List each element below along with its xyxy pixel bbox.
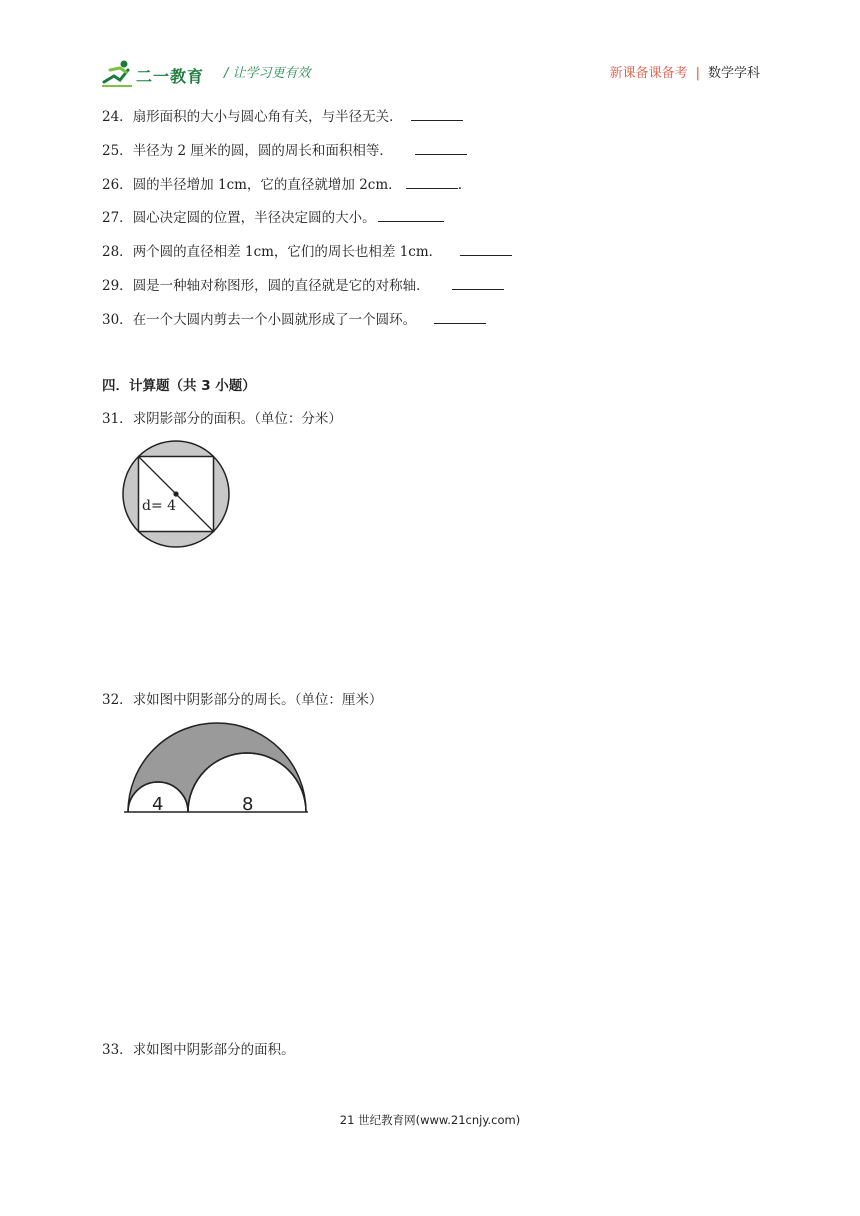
question-31 xyxy=(102,410,342,428)
question-number: 31． xyxy=(102,411,133,427)
section-title: 四．计算题（共 3 小题） xyxy=(102,378,256,394)
question-29 xyxy=(102,275,504,295)
question-text: 圆是一种轴对称图形，圆的直径就是它的对称轴． xyxy=(132,278,430,294)
answer-blank[interactable] xyxy=(452,275,504,290)
site-logo xyxy=(100,56,212,90)
question-33 xyxy=(102,1041,295,1059)
question-32 xyxy=(102,691,382,709)
question-text: 求如图中阴影部分的面积。 xyxy=(132,1042,295,1058)
question-24 xyxy=(102,106,463,126)
logo-text: 二一教育 xyxy=(136,67,205,86)
header-separator: | xyxy=(695,66,700,81)
question-30 xyxy=(102,309,486,329)
header-subject: 数学学科 xyxy=(707,66,760,81)
question-26 xyxy=(102,174,462,194)
question-number: 24． xyxy=(102,109,133,125)
answer-blank[interactable] xyxy=(415,140,467,155)
question-text: 半径为 2 厘米的圆，圆的周长和面积相等． xyxy=(132,143,393,159)
question-number: 33． xyxy=(102,1042,133,1058)
question-number: 27． xyxy=(102,210,133,226)
runner-logo-icon xyxy=(100,56,136,90)
small-diameter-label: 4 xyxy=(152,794,164,815)
question-text: 两个圆的直径相差 1cm，它们的周长也相差 1cm． xyxy=(132,244,443,260)
figure-circle-square xyxy=(120,438,232,554)
answer-blank[interactable] xyxy=(460,241,512,256)
page-header xyxy=(100,56,760,90)
figure-semicircles xyxy=(122,720,314,824)
center-point xyxy=(173,491,178,496)
header-right xyxy=(610,62,760,81)
question-28 xyxy=(102,241,512,261)
question-text: 扇形面积的大小与圆心角有关，与半径无关． xyxy=(132,109,403,125)
answer-blank[interactable] xyxy=(406,174,458,189)
question-suffix: . xyxy=(457,177,462,193)
question-number: 32． xyxy=(102,692,133,708)
question-number: 28． xyxy=(102,244,133,260)
large-diameter-label: 8 xyxy=(242,794,254,815)
question-text: 在一个大圆内剪去一个小圆就形成了一个圆环。 xyxy=(132,312,417,328)
question-27 xyxy=(102,207,444,227)
answer-blank[interactable] xyxy=(434,309,486,324)
question-text: 求如图中阴影部分的周长。（单位：厘米） xyxy=(132,692,383,708)
slogan: / 让学习更有效 xyxy=(224,66,311,81)
question-number: 29． xyxy=(102,278,133,294)
header-right-label: 新课备课备考 xyxy=(609,66,688,81)
diameter-label: d= 4 xyxy=(142,498,177,514)
answer-blank[interactable] xyxy=(378,207,444,222)
question-number: 26． xyxy=(102,177,133,193)
page-footer: 21 世纪教育网(www.21cnjy.com) xyxy=(339,1113,521,1127)
question-number: 25． xyxy=(102,143,133,159)
question-25 xyxy=(102,140,467,160)
answer-blank[interactable] xyxy=(411,106,463,121)
question-text: 求阴影部分的面积。（单位：分米） xyxy=(132,411,342,427)
question-text: 圆的半径增加 1cm，它的直径就增加 2cm． xyxy=(132,177,402,193)
question-number: 30． xyxy=(102,312,133,328)
question-text: 圆心决定圆的位置，半径决定圆的大小。 xyxy=(132,210,376,226)
